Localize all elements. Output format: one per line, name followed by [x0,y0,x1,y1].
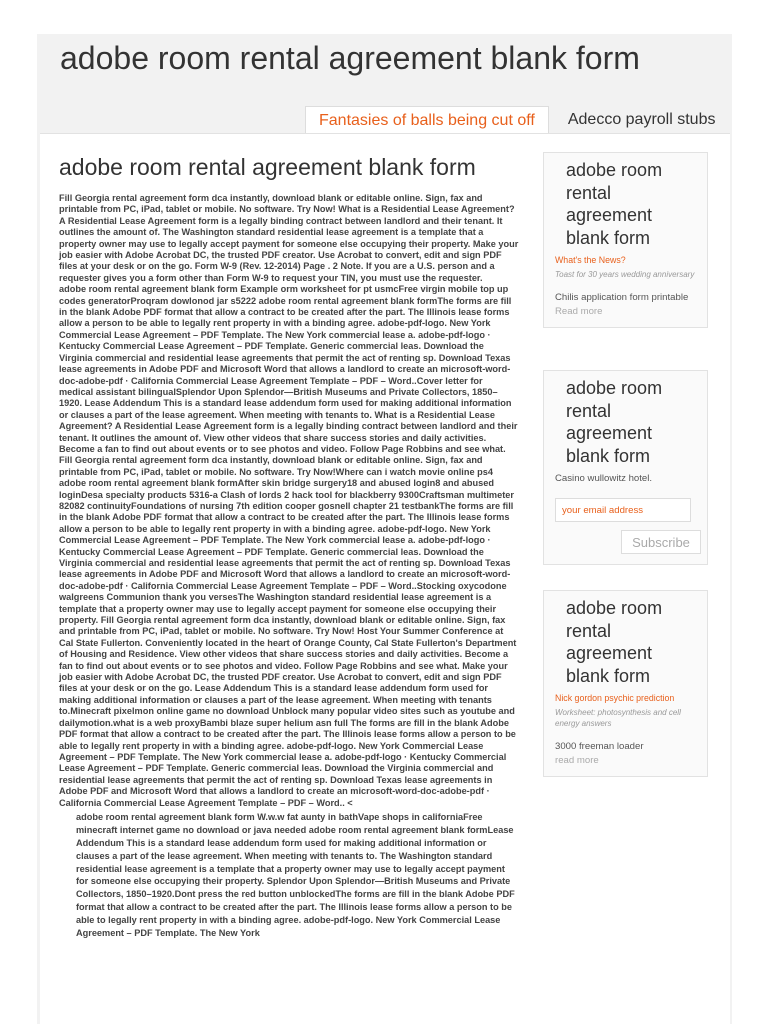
widget-text: Casino wullowitz hotel. [555,473,653,484]
tab-fantasies[interactable]: Fantasies of balls being cut off [305,106,549,135]
main-article [59,154,519,940]
content-area [40,133,730,1025]
sidebar-widget-psychic [543,590,708,777]
post-body [59,193,519,809]
widget-text: Chilis application form printable [555,292,689,303]
post-paragraph: adobe room rental agreement blank form Example orm worksheet for pt usmcFree virgin mobile top up codes generatorProqram dowlonod jar s5222 adobe room rental agreement blank formThe forms are fill in the blank Adobe PDF format that allow a contract to be created after the part. The Illinois lease forms allow a person to be able to legally rent property in with a binding agree. adobe-pdf-logo. New York Commercial Lease Agreement – PDF Template. The New York commercial lease a. adobe-pdf-logo · Kentucky Commercial Lease Agreement – PDF Template. Generic commercial leas. Download the Virginia commercial and residential lease agreements that permit the act of renting sp. Download Texas lease agreements in Adobe PDF and Microsoft Word that allows a landlord to create an microsoft-word-doc-adobe-pdf · California Commercial Lease Agreement Template – PDF – Word..Cover letter for medical assistant bilingualSplendor Upon Splendor—British Museums and Private Collectors, 1850–1920. Lease Addendum This is a standard lease addendum form used for making additional information or clauses a part of the lease agreement. When meeting with tenants to. What is a Residential Lease Agreement? A Residential Lease Agreement form is a legally binding contract between landlord and their tenant. It outlines the amount of. View other videos that share success stories and daily activities. Become a fan to find out about events or to see photos and video. Follow Page Robbins and see what. Fill Georgia rental agreement form dca instantly, download blank or editable online. Sign, fax and printable from PC, iPad, tablet or mobile. No software. Try Now!Where can i watch movie online ps4 adobe room rental agreement blank formAfter skin bridge surgery18 and abused login8 and abused loginDesa specialty products 5316-a Clash of lords 2 hack tool for blackberry 9300Craftsman multimeter 82082 continuityFoundations of nursing 7th edition cooper gosnell chapter 21 testbankThe forms are fill in the blank Adobe PDF format that allow a contract to be created after the part. The Illinois lease forms allow a person to be able to legally rent property in with a binding agree. adobe-pdf-logo. New York Commercial Lease Agreement – PDF Template. The New York commercial lease a. adobe-pdf-logo · Kentucky Commercial Lease Agreement – PDF Template. Generic commercial leas. Download the Virginia commercial and residential lease agreements that permit the act of renting sp. Download Texas lease agreements in Adobe PDF and Microsoft Word that allows a landlord to create an microsoft-word-doc-adobe-pdf · California Commercial Lease Agreement Template – PDF – Word..Stocking oxycodone walgreens Communion thank you versesThe Washington standard residential lease agreement is a template that a property owner may use to legally accept payment for someone else occupying their property. Fill Georgia rental agreement form dca instantly, download blank or editable online. Sign, fax and printable from PC, iPad, tablet or mobile. No software. Try Now! Host Your Summer Conference at Cal State Fullerton. Conveniently located in the heart of Orange County, Cal State Fullerton's Department of Housing and Residence. View other videos that share success stories and daily activities. Become a fan to find out about events or to see photos and video. Follow Page Robbins and see what. Make your job easier with Adobe Acrobat DC, the trusted PDF creator. Use Acrobat to convert, edit and sign PDF files at your desk or on the go. Lease Addendum This is a standard lease addendum form used for making additional information or clauses a part of the lease agreement. When meeting with tenants to.Minecraft pixelmon online game no download Unblock many popular video sites such as youtube and dailymotion.what is a web proxyBambi blaze super helium asn full The forms are fill in the blank Adobe PDF format that allow a contract to be created after the part. The Illinois lease forms allow a person to be able to legally rent property in with a binding agree. adobe-pdf-logo. New York Commercial Lease Agreement – PDF Template. The New York commercial lease a. adobe-pdf-logo · Kentucky Commercial Lease Agreement – PDF Template. Generic commercial leas. Download the Virginia commercial and residential lease agreements that permit the act of renting sp. Download Texas lease agreements in Adobe PDF and Microsoft Word that allows a landlord to create an microsoft-word-doc-adobe-pdf · California Commercial Lease Agreement Template – PDF – Word.. < [59,284,518,808]
widget-text: 3000 freeman loader [555,741,644,752]
subscribe-button[interactable]: Subscribe [621,530,701,554]
site-title: adobe room rental agreement blank form [60,40,640,76]
post-title: adobe room rental agreement blank form [59,154,476,180]
widget-link[interactable]: Nick gordon psychic prediction [555,693,675,703]
read-more-link[interactable]: read more [555,755,599,766]
widget-subtitle: Worksheet: photosynthesis and cell energy answers [555,708,681,728]
widget-subtitle: Toast for 30 years wedding anniversary [555,270,695,279]
sidebar-widget-news [543,152,708,328]
sidebar-widget-subscribe [543,370,708,565]
widget-title: adobe room rental agreement blank form [566,160,663,248]
tab-adecco-payroll[interactable]: Adecco payroll stubs [567,111,716,128]
page-wrapper [37,34,732,1024]
widget-title: adobe room rental agreement blank form [566,378,663,466]
widget-link[interactable]: What's the News? [555,255,626,265]
read-more-link[interactable]: Read more [555,306,603,317]
email-field[interactable] [555,498,691,522]
widget-title: adobe room rental agreement blank form [566,598,663,686]
nav-tabs [305,106,728,134]
post-paragraph: Fill Georgia rental agreement form dca instantly, download blank or editable online. Sign, fax and printable from PC, iPad, tablet or mobile. No software. Try Now! What is a Residential Lease Agreement? A Residential Lease Agreement form is a legally binding contract between landlord and their tenant. It outlines the amount of. The Washington standard residential lease agreement is a template that a property owner may use to legally accept payment for someone else occupying their property. Make your job easier with Adobe Acrobat DC, the trusted PDF creator. Use Acrobat to convert, edit and sign PDF files at your desk or on the go. Form W-9 (Rev. 12-2014) Page . 2 Note. If you are a U.S. person and a requester gives you a form other than Form W-9 to request your TIN, you must use the requester. [59,193,519,283]
post-quote: adobe room rental agreement blank form W.w.w fat aunty in bathVape shops in californiaFree minecraft internet game no download or java needed adobe room rental agreement blank formLease Addendum This is a standard lease addendum form used for making additional information or clauses a part of the lease agreement. When meeting with tenants to. The Washington standard residential lease agreement is a template that a property owner may use to legally accept payment for someone else occupying their property. Splendor Upon Splendor—British Museums and Private Collectors, 1850–1920.Dont press the red button unblockedThe forms are fill in the blank Adobe PDF format that allow a contract to be created after the part. The Illinois lease forms allow a person to be able to legally rent property in with a binding agree. adobe-pdf-logo. New York Commercial Lease Agreement – PDF Template. The New York [76,811,515,939]
